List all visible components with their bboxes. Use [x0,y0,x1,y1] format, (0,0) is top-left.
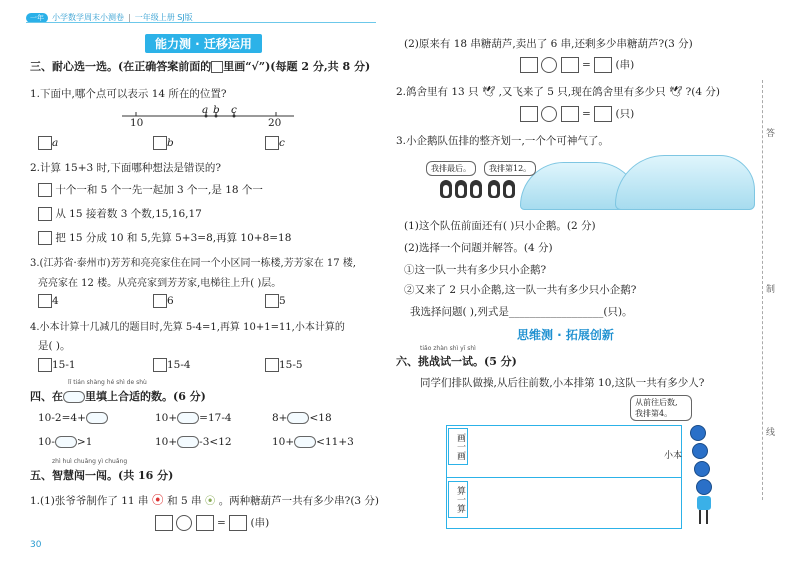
calc-area[interactable] [470,480,680,526]
bubble-line1: 从前往后数, [635,398,678,407]
penguin-icon [440,180,452,198]
answer-box-sample [211,61,223,73]
s6-question: 同学们排队做操,从后往前数,小本排第 10,这队一共有多少人? [420,377,705,389]
section3-title-b: 里画“√”)(每题 2 分,共 8 分) [223,60,371,73]
s4-eq4 [38,436,92,448]
checkbox[interactable] [265,358,279,372]
q4-option-3[interactable] [265,358,303,372]
checkbox[interactable] [153,136,167,150]
q3-option-3[interactable] [265,294,286,308]
header-rule [26,22,376,23]
cloud-answer-field[interactable] [86,412,108,424]
r-q3c: ①这一队一共有多少只小企鹅? [404,264,547,276]
q1-option-a-label: a [52,137,59,149]
equation-box[interactable] [561,106,579,122]
q4-text2: 是( )。 [38,340,71,352]
frame-divider [446,477,682,478]
q1-option-c[interactable] [265,136,285,150]
r-q3e: 我选择问题( ),列式是__________________(只)。 [410,306,633,318]
checkbox[interactable] [265,136,279,150]
s4-eq1 [38,412,108,424]
cloud-answer-field[interactable] [177,412,199,424]
s4-eq5 [155,436,232,448]
q1-option-b[interactable] [153,136,174,150]
penguin-icon [503,180,515,198]
section4-title-a: 四、在 [30,390,63,403]
checkbox[interactable] [153,294,167,308]
s4-pinyin: lǐ tián shàng hé shì de shù [68,379,147,386]
section3-title [30,58,370,74]
unit-label: (只) [615,108,635,120]
q2-option-2[interactable] [38,206,202,221]
r-q2-text-a: 2.鸽舍里有 13 只 [396,86,479,98]
section4-title-b: 里填上合适的数。(6 分) [85,390,206,403]
candied-haws-icon: ⦿ [151,493,164,507]
q2-text: 2.计算 15+3 时,下面哪种想法是错误的? [30,162,221,174]
q2-option-1[interactable] [38,182,263,197]
s5-pinyin: zhì huì chuǎng yì chuǎng [52,458,128,465]
r-q2-text [396,84,720,99]
s4-eq6 [272,436,354,448]
xiaoben-label: 小本 [664,451,683,461]
tick-10: 10 [130,117,144,129]
q1-option-c-label: c [279,137,285,149]
r-q3-text: 3.小企鹅队伍排的整齐划一,一个个可神气了。 [396,135,609,147]
s4-eq2 [155,412,232,424]
side-label-2: 制 [766,285,776,295]
r-q3b: (2)选择一个问题并解答。(4 分) [404,242,553,254]
equation-box[interactable] [594,106,612,122]
pigeon-icon: 🕊 [668,86,683,98]
draw-label: 画一画 [448,428,468,465]
equation-box[interactable] [561,57,579,73]
q2-option-3-label: 把 15 分成 10 和 5,先算 5+3=8,再算 10+8=18 [55,232,292,244]
s4-eq2-a: 10+ [155,412,178,424]
q3-text1: 3.(江苏省·泰州市)芳芳和亮亮家住在同一个小区同一栋楼,芳芳家在 17 楼, [30,258,356,269]
section6-title: 六、挑战试一试。(5 分) [396,355,517,368]
checkbox[interactable] [38,231,52,245]
s4-eq4-b: >1 [76,436,93,448]
child-leg [699,510,701,524]
q4-option-3-label: 15-5 [279,359,303,371]
edition-label: 一年级上册 SJ版 [134,13,193,22]
s4-eq6-a: 10+ [272,436,295,448]
checkbox[interactable] [38,136,52,150]
section3-title-a: 三、耐心选一选。(在正确答案前面的 [30,60,212,73]
q1-option-a[interactable] [38,136,58,150]
s4-eq3 [272,412,332,424]
q2-option-2-label: 从 15 接着数 3 个数,15,16,17 [55,208,202,220]
checkbox[interactable] [153,358,167,372]
speech-bubble-12: 我排第12。 [484,161,536,176]
s4-eq1-text: 10-2=4+ [38,412,86,424]
page-number: 30 [30,540,42,550]
unit-label: (串) [250,517,270,529]
calc-label: 算一算 [448,481,468,518]
binding-line [762,80,763,500]
point-c: c [231,104,237,116]
header-separator: | [128,13,131,22]
cloud-answer-field[interactable] [177,436,199,448]
s4-eq5-a: 10+ [155,436,178,448]
speech-bubble-last: 我排最后。 [426,161,476,176]
r-q3a: (1)这个队伍前面还有( )只小企鹅。(2 分) [404,220,596,232]
equation-box[interactable] [520,57,538,73]
candied-haws-green-icon: ⦿ [204,495,216,507]
section5-title: 五、智慧闯一闯。(共 16 分) [30,469,174,482]
cloud-icon [63,391,85,403]
q3-option-3-label: 5 [279,295,286,307]
q3-option-1-label: 4 [52,295,59,307]
penguin-icon [470,180,482,198]
r-q3d: ②又来了 2 只小企鹅,这一队一共有多少只小企鹅? [404,284,637,296]
q2-option-3[interactable] [38,230,291,245]
s4-eq3-a: 8+ [272,412,288,424]
checkbox[interactable] [38,294,52,308]
unit-label: (串) [615,59,635,71]
r-q2-text-c: ?(4 分) [685,86,720,98]
q51-text-c: 。两种糖葫芦一共有多少串?(3 分) [218,495,380,507]
q4-text1: 4.小本计算十几减几的题目时,先算 5-4=1,再算 10+1=11,小本计算的 [30,322,345,333]
checkbox[interactable] [38,183,52,197]
q52-equation: = (串) [520,57,634,73]
point-b: b [213,104,220,116]
operator-circle[interactable] [541,106,557,122]
side-label-3: 线 [766,428,776,438]
s4-eq5-b: -3<12 [199,436,232,448]
cloud-answer-field[interactable] [55,436,77,448]
iceberg [615,155,755,210]
equation-box[interactable] [520,106,538,122]
s6-pinyin: tiǎo zhàn shì yī shì [420,345,476,352]
child-icon [690,425,706,441]
pigeon-icon: 🕊 [481,86,496,98]
q4-option-2[interactable] [153,358,191,372]
q3-option-2[interactable] [153,294,174,308]
child-icon [692,443,708,459]
q3-option-2-label: 6 [167,295,174,307]
point-a: a [202,104,209,116]
q51-text-a: 1.(1)张爷爷制作了 11 串 [30,495,149,507]
equation-box[interactable] [229,515,247,531]
bubble-line2: 我排第4。 [635,409,673,418]
equation-box[interactable] [155,515,173,531]
tick-20: 20 [268,117,282,129]
checkbox[interactable] [38,358,52,372]
q2-option-1-label: 十个一和 5 个一先一起加 3 个一,是 18 个一 [55,184,263,196]
child-body [697,496,711,510]
draw-area[interactable] [470,428,683,474]
book-title: 小学数学周末小测卷 [52,13,124,22]
q52-text: (2)原来有 18 串糖葫芦,卖出了 6 串,还剩多少串糖葫芦?(3 分) [404,38,693,50]
q4-option-1-label: 15-1 [52,359,76,371]
penguin-icon [455,180,467,198]
right-banner: 思维测 · 拓展创新 [517,328,614,342]
q51-text [30,491,379,508]
left-banner: 能力测 · 迁移运用 [145,34,262,53]
r-q2-text-b: ,又飞来了 5 只,现在鸽舍里有多少只 [498,86,666,98]
q1-text: 1.下面中,哪个点可以表示 14 所在的位置? [30,88,227,100]
checkbox[interactable] [38,207,52,221]
q4-option-1[interactable] [38,358,76,372]
child-icon [696,479,712,495]
q4-option-2-label: 15-4 [167,359,191,371]
s4-eq3-b: <18 [309,412,332,424]
child-icon [694,461,710,477]
checkbox[interactable] [265,294,279,308]
q1-option-b-label: b [167,137,174,149]
r-q2-equation: = (只) [520,106,634,122]
operator-circle[interactable] [541,57,557,73]
speech-bubble-kid [630,395,692,421]
side-label-1: 答 [766,129,776,139]
q51-equation: = (串) [155,515,269,531]
s4-eq2-b: =17-4 [199,412,232,424]
section4-title [30,388,206,404]
q51-text-b: 和 5 串 [167,495,202,507]
equation-box[interactable] [196,515,214,531]
cloud-answer-field[interactable] [287,412,309,424]
cloud-answer-field[interactable] [294,436,316,448]
q3-option-1[interactable] [38,294,59,308]
s4-eq4-a: 10- [38,436,55,448]
s4-eq6-b: <11+3 [316,436,354,448]
penguin-icon [488,180,500,198]
q3-text2: 亮亮家在 12 楼。从亮亮家到芳芳家,电梯往上升( )层。 [38,278,282,289]
operator-circle[interactable] [176,515,192,531]
child-leg [706,510,708,524]
equation-box[interactable] [594,57,612,73]
grade-tag: 一年 [26,13,48,23]
